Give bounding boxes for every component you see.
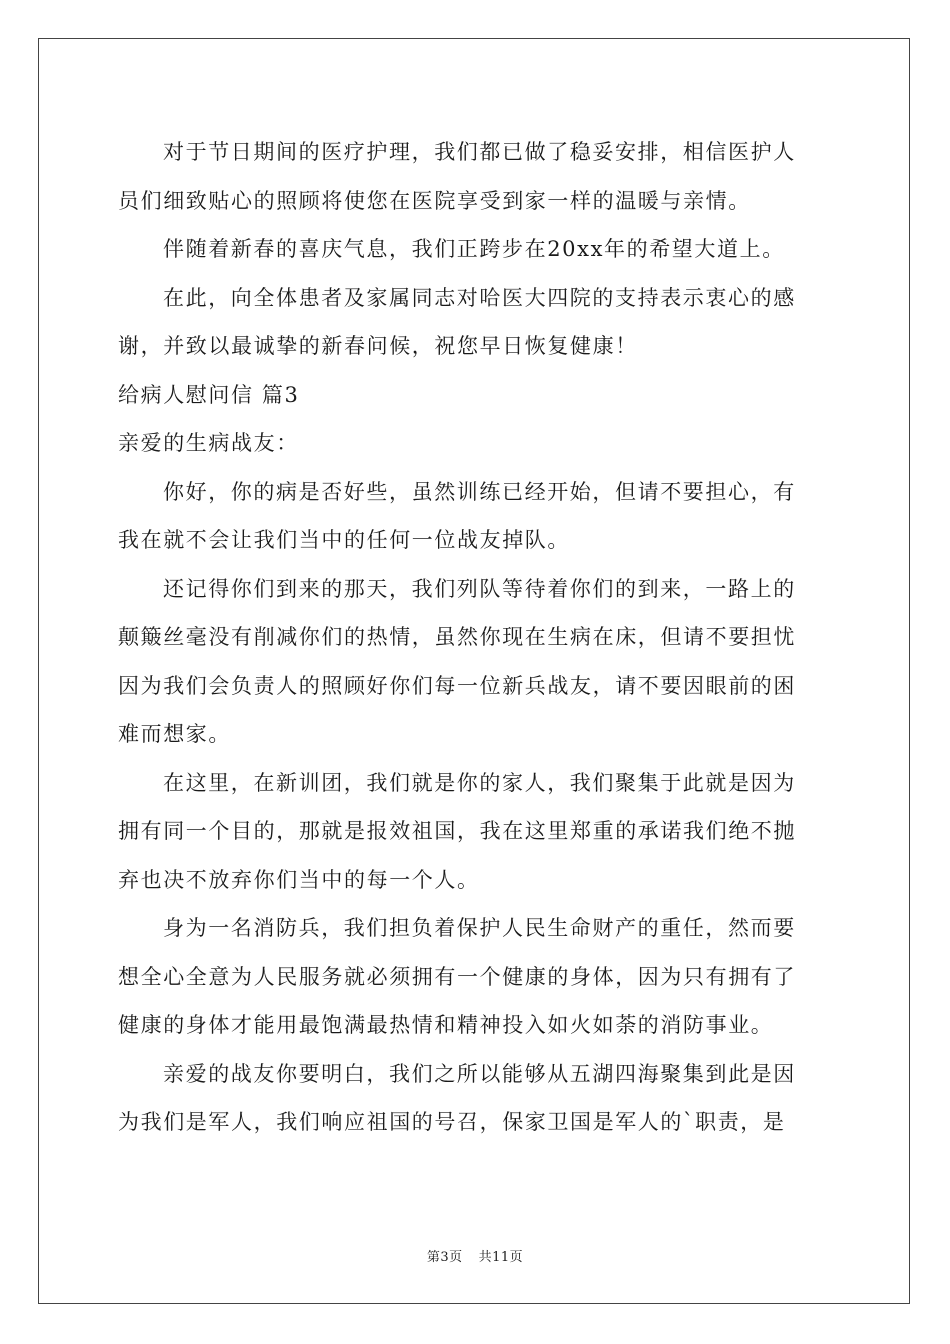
text-line: 还记得你们到来的那天，我们列队等待着你们的到来，一路上的 bbox=[163, 576, 796, 601]
text-line: 伴随着新春的喜庆气息，我们正跨步在20xx年的希望大道上。 bbox=[163, 237, 785, 261]
text-line: 颠簸丝毫没有削减你们的热情，虽然你现在生病在床，但请不要担忧 bbox=[118, 625, 796, 649]
text-line: 给病人慰问信 篇3 bbox=[118, 382, 300, 407]
text-line: 健康的身体才能用最饱满最热情和精神投入如火如荼的消防事业。 bbox=[118, 1013, 774, 1037]
text-line: 亲爱的战友你要明白，我们之所以能够从五湖四海聚集到此是因 bbox=[163, 1061, 796, 1086]
text-line: 我在就不会让我们当中的任何一位战友掉队。 bbox=[118, 528, 570, 552]
text-line: 为我们是军人，我们响应祖国的号召，保家卫国是军人的`职责，是 bbox=[118, 1110, 786, 1134]
text-line: 在此，向全体患者及家属同志对哈医大四院的支持表示衷心的感 bbox=[163, 285, 796, 310]
text-line: 难而想家。 bbox=[118, 722, 231, 746]
text-line: 弃也决不放弃你们当中的每一个人。 bbox=[118, 867, 480, 892]
text-line: 你好，你的病是否好些，虽然训练已经开始，但请不要担心，有 bbox=[163, 479, 796, 504]
text-line: 员们细致贴心的照顾将使您在医院享受到家一样的温暖与亲情。 bbox=[118, 188, 751, 213]
text-line: 谢，并致以最诚挚的新春问候，祝您早日恢复健康！ bbox=[118, 334, 638, 358]
document-body bbox=[118, 128, 834, 1147]
text-line: 因为我们会负责人的照顾好你们每一位新兵战友，请不要因眼前的困 bbox=[118, 673, 796, 698]
text-line: 拥有同一个目的，那就是报效祖国，我在这里郑重的承诺我们绝不抛 bbox=[118, 819, 796, 843]
page-footer bbox=[0, 1246, 950, 1265]
page-number-total: 共11页 bbox=[478, 1250, 524, 1265]
text-line: 想全心全意为人民服务就必须拥有一个健康的身体，因为只有拥有了 bbox=[118, 964, 796, 989]
text-line: 对于节日期间的医疗护理，我们都已做了稳妥安排，相信医护人 bbox=[163, 140, 796, 164]
page-number-current: 第3页 bbox=[426, 1250, 463, 1265]
text-line: 亲爱的生病战友： bbox=[118, 431, 299, 455]
text-line: 在这里，在新训团，我们就是你的家人，我们聚集于此就是因为 bbox=[163, 770, 796, 795]
text-line: 身为一名消防兵，我们担负着保护人民生命财产的重任，然而要 bbox=[163, 916, 796, 940]
